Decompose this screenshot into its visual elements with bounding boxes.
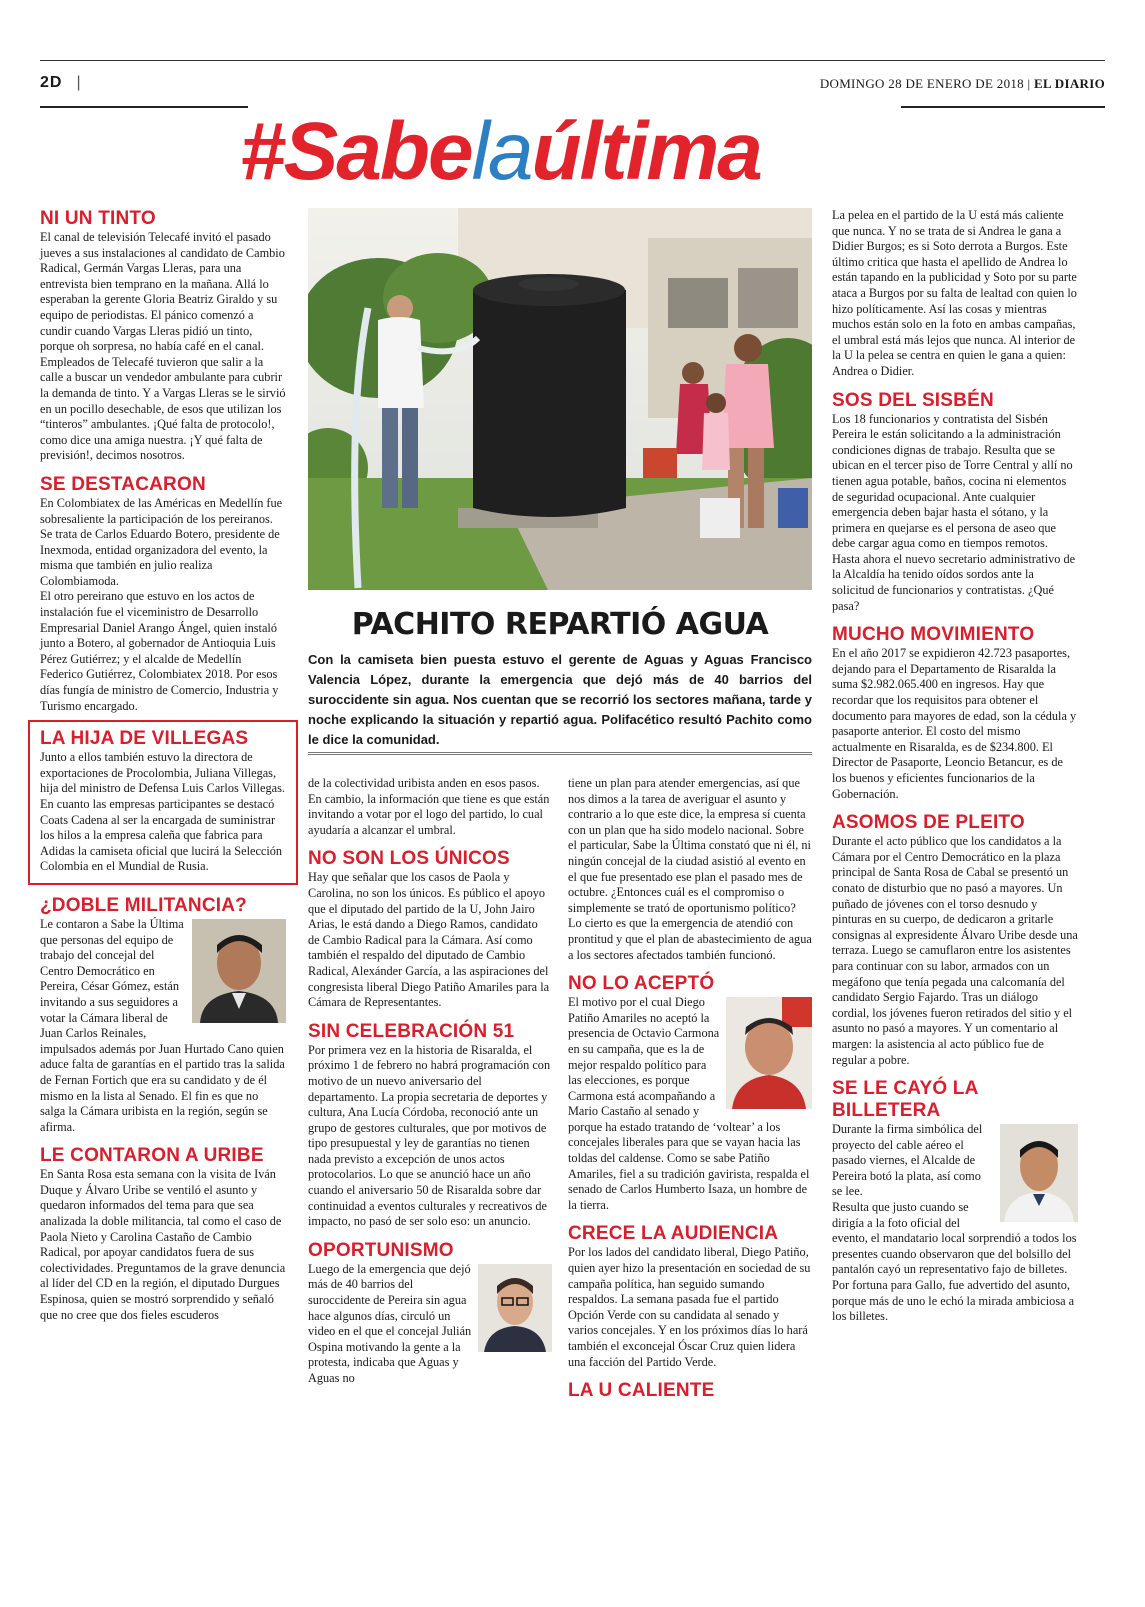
page-number: 2D (40, 74, 63, 91)
brief-body-doble-militancia: Le contaron a Sabe la Última que personas del equipo de trabajo del concejal del Centro Democrático en Pereira, César Gómez, están invitando a sus seguidores a votar la Cámara liberal de Juan Carlos Reinales, impulsados además por Juan Hurtado Cano quien aduce falta de garantías en el partido tras la salida de Fernan Fortich que era su candidato y de él mismo en la lista al Senado. El fin es que no salga la Cámara uribista en la región, según se afirma. (40, 916, 285, 1134)
brief-title-crece-la-audiencia: CRECE LA AUDIENCIA (568, 1223, 779, 1245)
brief-title-no-lo-acepto: NO LO ACEPTÓ (568, 973, 715, 995)
brief-body-sos-del-sisben: Los 18 funcionarios y contratista del Sisbén Pereira le están solicitando a la administración condiciones dignas de trabajo. Resulta que se ubican en el tercer piso de Torre Central y allí no tienen agua potable, baños, cocina ni elementos de seguridad ocupacional. Ante cualquier emergencia deben bajar hasta el sótano, y la primera en quejarse es el persona de aseo que debe cargar agua como en tiempos remotos. Hasta ahora el nuevo secretario administrativo de la Alcaldía ha tenido oídos sordos ante la solicitud de funcionarios y contratistas. ¿Qué pasa? (832, 411, 1076, 613)
brief-body-hija-villegas-2: En cuanto las empresas participantes se destacó Coats Cadena al ser la encargada de suministrar los hilos a la empresa caleña que fabrica para Adidas la camiseta oficial que lucirá la Selección Colombia en el Mundial de Rusia. (40, 797, 283, 874)
main-story-photo (308, 208, 812, 590)
brief-body-ni-un-tinto: El canal de televisión Telecafé invitó el pasado jueves a sus instalaciones al candidato de Cambio Radical, Germán Vargas Lleras, para una entrevista bien temprano en la mañana. Allá lo esperaban la gerente Gloria Beatriz Giraldo y su equipo de periodistas. El pánico comenzó a cundir cuando Vargas Lleras pidió un tinto, porque oh sorpresa, no había café en el canal. Empleados de Telecafé tuvieron que salir a la calle a buscar un vendedor ambulante para cubrir la demanda de tinto. Y a Vargas Lleras se le sirvió en un pocillo desechable, de esos que utilizan los “tinteros” ambulantes. ¡Qué falta de protocolo!, como dice una amiga nuestra. ¡Y qué falta de previsión!, decimos nosotros. (40, 230, 286, 463)
brief-title-la-u-caliente: LA U CALIENTE (568, 1380, 715, 1402)
header-rule-right (901, 106, 1105, 108)
brief-title-mucho-movimiento: MUCHO MOVIMIENTO (832, 624, 1035, 646)
header-top-rule (40, 60, 1105, 61)
brief-body-se-destacaron-1: En Colombiatex de las Américas en Medellín fue sobresaliente la participación de los pereiranos. Se trata de Carlos Eduardo Botero, presidente de Inexmoda, entidad organizadora del evento, la misma que también en julio realiza Colombiamoda. (40, 495, 283, 588)
newspaper-name: EL DIARIO (1034, 76, 1105, 91)
brief-title-se-destacaron: SE DESTACARON (40, 473, 206, 495)
brief-body-sin-celebracion: Por primera vez en la historia de Risaralda, el próximo 1 de febrero no habrá programación con motivo de un nuevo aniversario del departamento. La propia secretaria de deportes y cultura, Ana Lucía Córdoba, reconoció ante un grupo de gestores culturales, que por motivos de tipo presupuestal y ley de garantías no tienen nada previsto a excepción de unos actos protocolarios. Lo que se anunció hace un año cuando el aniversario 50 de Risaralda sobre dar continuidad a eventos culturales y recreativos de impacto, no pasó de ser solo eso: un anuncio. (308, 1042, 551, 1229)
brief-body-le-contaron-a-uribe: En Santa Rosa esta semana con la visita de Iván Duque y Álvaro Uribe se ventiló el asunto y quedaron informados del tema para que sea analizada la doble militancia, tal como el caso de Paola Nieto y Carolina Castaño de Cambio Radical, por apoyar candidatos fuera de sus colectividades. Preguntamos de la grave denuncia al líder del CD en la región, el diputado Durgues Espinosa, quien se mostró sorprendido y señaló que no cree que dos fieles escuderos (40, 1167, 286, 1322)
column-2 (308, 776, 552, 1387)
brief-title-le-contaron-a-uribe: LE CONTARON A URIBE (40, 1145, 264, 1167)
brief-body-se-le-cayo-la-billetera-2: Resulta que justo cuando se dirigía a la foto oficial del evento, el mandatario local sorprendió a todos los presentes cuando observaron que del bolsillo del pantalón cayó un representativo fajo de billetes. Por fortuna para Gallo, fue advertido del asunto, porque más de uno le echó la mirada ambiciosa a los billetes. (832, 1200, 1077, 1324)
caption-divider (308, 752, 812, 755)
brief-body-se-destacaron-2: El otro pereirano que estuvo en los actos de instalación fue el viceministro de Desarrollo Empresarial Daniel Arango Ángel, quien instaló junto a Botero, al gobernador de Antioquia Luis Pérez Gutiérrez; y el alcalde de Medellín Federico Gutiérrez, Colombiatex 2018. Por esos días fungía de ministro de Comercio, Industria y Turismo encargado. (40, 589, 279, 713)
portrait-photo-julian-ospina (478, 1264, 552, 1352)
brief-body-crece-la-audiencia: Por los lados del candidato liberal, Diego Patiño, quien ayer hizo la presentación en sociedad de su campaña política, han seguido sumando respaldos. La semana pasada fue el partido Opción Verde con su candidata al senado y varios concejales. Y en los próximos días lo hará también el exconcejal Óscar Cruz quien lidera una facción del Partido Verde. (568, 1245, 811, 1369)
brief-body-se-le-cayo-la-billetera-1: Durante la firma simbólica del proyecto del cable aéreo el pasado viernes, el Alcalde de Pereira botó la plata, así como se lee. (832, 1122, 983, 1199)
dateline-separator: | (1027, 76, 1031, 91)
continued-text-oportunismo: tiene un plan para atender emergencias, así que nos dimos a la tarea de averiguar el asunto y contrario a lo que este dice, la empresa sí cuenta con un plan que ha sido modelo nacional. Sobre el particular, Sabe la Última constató que ni él, ni ningún concejal de la ciudad asistió al evento en el que fue presentado ese plan el pasado mes de octubre. ¿Entonces cuál es el compromiso o simplemente se trató de oportunismo político? Lo cierto es que la emergencia de atendió con prontitud y que el plan de abastecimiento de agua a los sectores afectados también funcionó. (568, 776, 812, 962)
brief-title-oportunismo: OPORTUNISMO (308, 1239, 454, 1261)
brief-body-hija-villegas-1: Junto a ellos también estuvo la directora de exportaciones de Procolombia, Juliana Villegas, hija del ministro de Defensa Luis Carlos Villegas. (40, 750, 285, 796)
page-number-separator: | (76, 74, 82, 91)
page-header (40, 60, 1105, 108)
brief-title-asomos-de-pleito: ASOMOS DE PLEITO (832, 812, 1025, 834)
masthead-hashtag-sabe: #Sabe (240, 106, 472, 197)
main-story-title: PACHITO REPARTIÓ AGUA (351, 607, 769, 642)
dateline (820, 76, 1105, 92)
masthead-ultima: última (531, 106, 761, 197)
highlight-box-villegas (28, 720, 298, 885)
section-masthead (240, 104, 900, 200)
brief-body-oportunismo: Luego de la emergencia que dejó más de 40 barrios del suroccidente de Pereira sin agua hace algunos días, circuló un video en el que el concejal Julián Ospina motivando la gente a la protesta, indicaba que Aguas y Aguas no (308, 1261, 472, 1385)
brief-body-mucho-movimiento: En el año 2017 se expidieron 42.723 pasaportes, dejando para el Departamento de Risaralda la suma $2.982.065.400 en ingresos. Hay que recordar que los requisitos para obtener el documento para mayores de edad, son la cédula y pasaporte anterior. El costo del mismo actualmente en Risaralda, es de $234.800. El Director de Pasaporte, Leoncio Betancur, es de los buenos y eficientes funcionarios de la Gobernación. (832, 646, 1077, 801)
masthead-la: la (471, 106, 532, 197)
brief-body-asomos-de-pleito: Durante el acto público que los candidatos a la Cámara por el Centro Democrático en la plaza principal de Santa Rosa de Cabal se presentó un conato de disturbio que no pasó a mayores. Un puñado de jóvenes con el torso desnudo y pinturas en su cuerpo, de dedicaron a gritarle consignas al expresidente Álvaro Uribe desde una terraza. Luego se camuflaron entre los asistentes para continuar con su labor, armados con un megáfono que tenía pegada una calcomanía del candidato Sergio Fajardo. Tras un diálogo cordial, los jóvenes fueron retirados del sitio y el asunto no pasó a mayores. Y un comentario al margen: la asistencia al acto público fue de regular a pobre. (832, 834, 1078, 1067)
portrait-photo-cesar-gomez (192, 919, 286, 1023)
brief-body-no-lo-acepto: El motivo por el cual Diego Patiño Amariles no aceptó la presencia de Octavio Carmona en su campaña, que es la de mejor respaldo político para las elecciones, es porque Carmona está acompañando a Mario Castaño al senado y porque ha estado tratando de ‘voltear’ a los concejales liberales para que se vayan hacia las toldas del caldense. Como se sabe Patiño Amariles, fiel a su tradición gavirista, respalda el senado de Carlos Humberto Isaza, un hombre de la tierra. (568, 995, 810, 1212)
brief-title-se-le-cayo-la-billetera: SE LE CAYÓ LA BILLETERA (832, 1078, 978, 1122)
page-number-block (40, 74, 82, 92)
continued-text-la-u-caliente: La pelea en el partido de la U está más caliente que nunca. Y no se trata de si Andrea le gana a Didier Burgos; es si Soto derrota a Burgos. Este último critica que hasta el apellido de Andrea lo están tapando en la publicidad y Soto por su parte ataca a Burgos por su falta de lealtad con quien lo hizo políticamente. Así las cosas y mientras muchos están solo en la foto en ambas campañas, el umbral está más lejos que nunca. Al interior de la U la pelea se centra en quien le gana a quien: Andrea o Didier. (832, 208, 1077, 378)
brief-title-ni-un-tinto: NI UN TINTO (40, 208, 156, 229)
brief-title-sin-celebracion: SIN CELEBRACIÓN 51 (308, 1020, 515, 1042)
main-story-caption: Con la camiseta bien puesta estuvo el gerente de Aguas y Aguas Francisco Valencia López, durante la emergencia que dejó más de 40 barrios del suroccidente sin agua. Nos cuentan que se recorrió los sectores mañana, tarde y noche explicando la situación y repartió agua. Polifacético resultó Pachito como le dice la comunidad. (308, 652, 812, 747)
brief-title-hija-villegas: LA HIJA DE VILLEGAS (40, 728, 249, 750)
column-1 (40, 208, 286, 1323)
column-3 (568, 776, 812, 1402)
issue-date: DOMINGO 28 DE ENERO DE 2018 (819, 76, 1024, 91)
brief-title-doble-militancia: ¿DOBLE MILITANCIA? (40, 894, 247, 916)
portrait-photo-alcalde-gallo (1000, 1124, 1078, 1222)
brief-body-no-son-los-unicos: Hay que señalar que los casos de Paola y Carolina, no son los únicos. Es público el apoyo que el diputado del partido de la U, John Jairo Arias, le está dando a Diego Ramos, candidato de Cambio Radical para la Cámara. Así como también el respaldo del diputado de Cambio Radical, Alexánder García, a las aspiraciones del congresista liberal Diego Patiño Amariles para la Cámara de Representantes. (308, 870, 550, 1010)
brief-title-sos-del-sisben: SOS DEL SISBÉN (832, 389, 994, 411)
column-4 (832, 208, 1078, 1325)
header-rule-left (40, 106, 248, 108)
portrait-photo-octavio-carmona (726, 997, 812, 1109)
continued-text-doble-militancia: de la colectividad uribista anden en esos pasos. En cambio, la información que tiene es que están invitando a votar por el logo del partido, lo cual ayudaría a alcanzar el umbral. (308, 776, 550, 837)
brief-title-no-son-los-unicos: NO SON LOS ÚNICOS (308, 848, 510, 870)
